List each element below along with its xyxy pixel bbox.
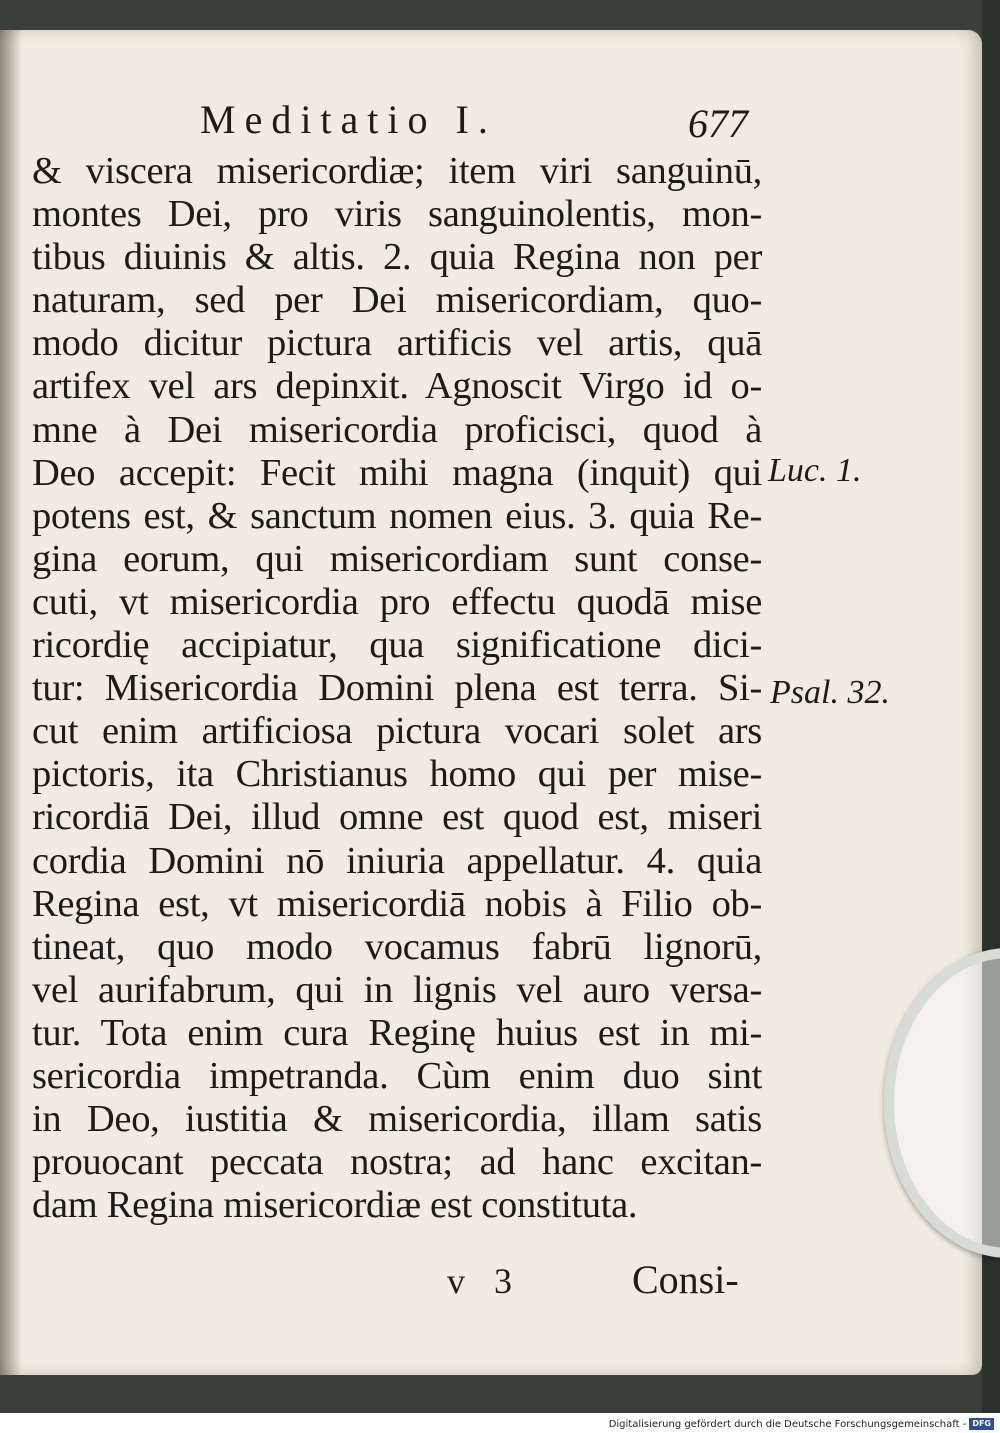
text-line: tur. Tota enim cura Reginę huius est in mi- <box>32 1011 762 1054</box>
text-line: ricordiā Dei, illud omne est quod est, miseri <box>32 796 762 839</box>
text-line: Deo accepit: Fecit mihi magna (inquit) qui <box>32 451 762 494</box>
running-head-title: Meditatio I. <box>200 97 497 142</box>
signature-mark: v 3 <box>447 1261 522 1301</box>
text-line: cordia Domini nō iniuria appellatur. 4. quia <box>32 839 762 882</box>
text-line: potens est, & sanctum nomen eius. 3. quia Re- <box>32 494 762 537</box>
text-line-last: dam Regina misericordiæ est constituta. <box>32 1184 638 1227</box>
body-text <box>32 150 762 1227</box>
text-line: artifex vel ars depinxit. Agnoscit Virgo id o- <box>32 365 762 408</box>
text-line: ricordię accipiatur, qua significatione dici- <box>32 624 762 667</box>
text-line: naturam, sed per Dei misericordiam, quo- <box>32 279 762 322</box>
text-line: cut enim artificiosa pictura vocari solet ars <box>32 710 762 753</box>
page-number: 677 <box>688 101 748 146</box>
margin-note-luke: Luc. 1. <box>768 452 862 489</box>
text-line: tibus diuinis & altis. 2. quia Regina non per <box>32 236 762 279</box>
text-line: & viscera misericordiæ; item viri sanguinū, <box>32 150 762 192</box>
dfg-logo: DFG <box>969 1418 994 1430</box>
text-line: modo dicitur pictura artificis vel artis, quā <box>32 322 762 365</box>
catchword: Consi- <box>632 1257 739 1302</box>
margin-note-psalm: Psal. 32. <box>770 674 890 711</box>
credit-text: Digitalisierung gefördert durch die Deutsche Forschungsgemeinschaft - <box>608 1418 967 1430</box>
text-line: tineat, quo modo vocamus fabrū lignorū, <box>32 925 762 968</box>
digitization-credit <box>609 1417 994 1431</box>
text-line: pictoris, ita Christianus homo qui per mise- <box>32 753 762 796</box>
text-line: tur: Misericordia Domini plena est terra. Si- <box>32 667 762 710</box>
text-line: cuti, vt misericordia pro effectu quodā mise <box>32 580 762 623</box>
text-line: in Deo, iustitia & misericordia, illam satis <box>32 1098 762 1141</box>
text-line: vel aurifabrum, qui in lignis vel auro versa- <box>32 968 762 1011</box>
text-line: montes Dei, pro viris sanguinolentis, mon- <box>32 193 762 236</box>
text-line: prouocant peccata nostra; ad hanc excitan- <box>32 1141 762 1184</box>
text-line: Regina est, vt misericordiā nobis à Filio ob- <box>32 882 762 925</box>
text-line: mne à Dei misericordia proficisci, quod à <box>32 408 762 451</box>
text-line: gina eorum, qui misericordiam sunt conse- <box>32 537 762 580</box>
text-line: sericordia impetranda. Cùm enim duo sint <box>32 1054 762 1097</box>
spine-shadow <box>0 30 22 1375</box>
